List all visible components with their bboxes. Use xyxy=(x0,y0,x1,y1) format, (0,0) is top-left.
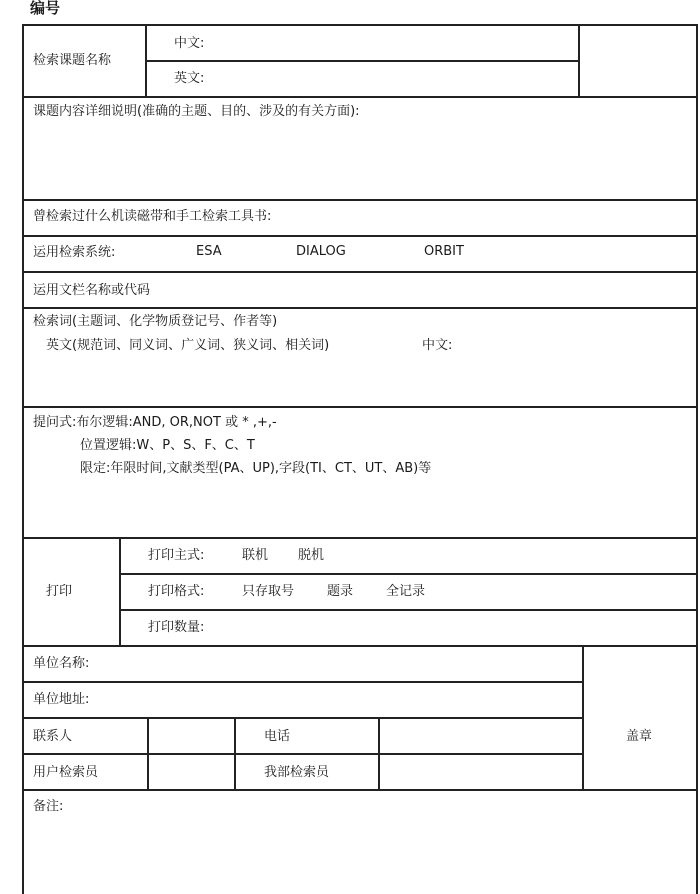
row-line xyxy=(22,307,698,309)
systems-label: 运用检索系统: xyxy=(33,245,116,260)
org-address-label: 单位地址: xyxy=(33,692,90,707)
print-format-label: 打印格式: xyxy=(148,584,205,599)
print-format-full: 全记录 xyxy=(386,584,426,599)
form-number-label: 编号 xyxy=(30,0,61,17)
seal-label: 盖章 xyxy=(626,729,653,744)
print-mode-label: 打印主式: xyxy=(148,548,205,563)
org-name-label: 单位名称: xyxy=(33,656,90,671)
our-searcher-label: 我部检索员 xyxy=(264,765,330,780)
print-format-citation: 题录 xyxy=(327,584,354,599)
remarks-label: 备注: xyxy=(33,799,64,814)
org-line xyxy=(22,753,583,755)
topic-chinese-label: 中文: xyxy=(174,36,205,51)
topic-mid-line xyxy=(145,60,579,62)
row-line xyxy=(22,789,698,791)
org-col xyxy=(147,717,149,790)
keywords-chinese-label: 中文: xyxy=(422,338,453,353)
org-line xyxy=(22,717,583,719)
contact-label: 联系人 xyxy=(33,729,73,744)
row-line xyxy=(22,235,698,237)
system-option-esa: ESA xyxy=(196,244,222,259)
topic-english-label: 英文: xyxy=(174,71,205,86)
prior-search-label: 曾检索过什么机读磁带和手工检索工具书: xyxy=(33,209,272,224)
files-label: 运用文栏名称或代码 xyxy=(33,283,151,298)
row-line xyxy=(22,96,698,98)
system-option-dialog: DIALOG xyxy=(296,244,346,259)
row-line xyxy=(22,645,698,647)
border-top xyxy=(22,24,698,26)
query-line-boolean: 提问式:布尔逻辑:AND, OR,NOT 或 * ,+,- xyxy=(33,415,277,430)
row-line xyxy=(22,537,698,539)
user-searcher-label: 用户检索员 xyxy=(33,765,99,780)
row-line xyxy=(22,271,698,273)
keywords-label: 检索词(主题词、化学物质登记号、作者等) xyxy=(33,314,278,329)
print-quantity-label: 打印数量: xyxy=(148,620,205,635)
keywords-english-label: 英文(规范词、同义词、广义词、狭义词、相关词) xyxy=(46,338,330,353)
phone-label: 电话 xyxy=(264,729,291,744)
print-divider xyxy=(119,537,121,645)
border-right xyxy=(696,24,698,894)
query-line-limits: 限定:年限时间,文献类型(PA、UP),字段(TI、CT、UT、AB)等 xyxy=(80,461,432,476)
org-line xyxy=(22,681,583,683)
border-left xyxy=(22,24,24,894)
description-label: 课题内容详细说明(准确的主题、目的、涉及的有关方面): xyxy=(33,104,360,119)
row-line xyxy=(22,406,698,408)
print-line xyxy=(119,573,698,575)
row-line xyxy=(22,199,698,201)
print-mode-online: 联机 xyxy=(242,548,269,563)
print-format-accession: 只存取号 xyxy=(242,584,295,599)
print-line xyxy=(119,609,698,611)
print-mode-offline: 脱机 xyxy=(298,548,325,563)
print-label: 打印 xyxy=(46,584,73,599)
system-option-orbit: ORBIT xyxy=(424,244,464,259)
org-col xyxy=(378,717,380,790)
topic-name-label: 检索课题名称 xyxy=(33,53,112,68)
org-col xyxy=(234,717,236,790)
query-line-position: 位置逻辑:W、P、S、F、C、T xyxy=(80,438,255,453)
